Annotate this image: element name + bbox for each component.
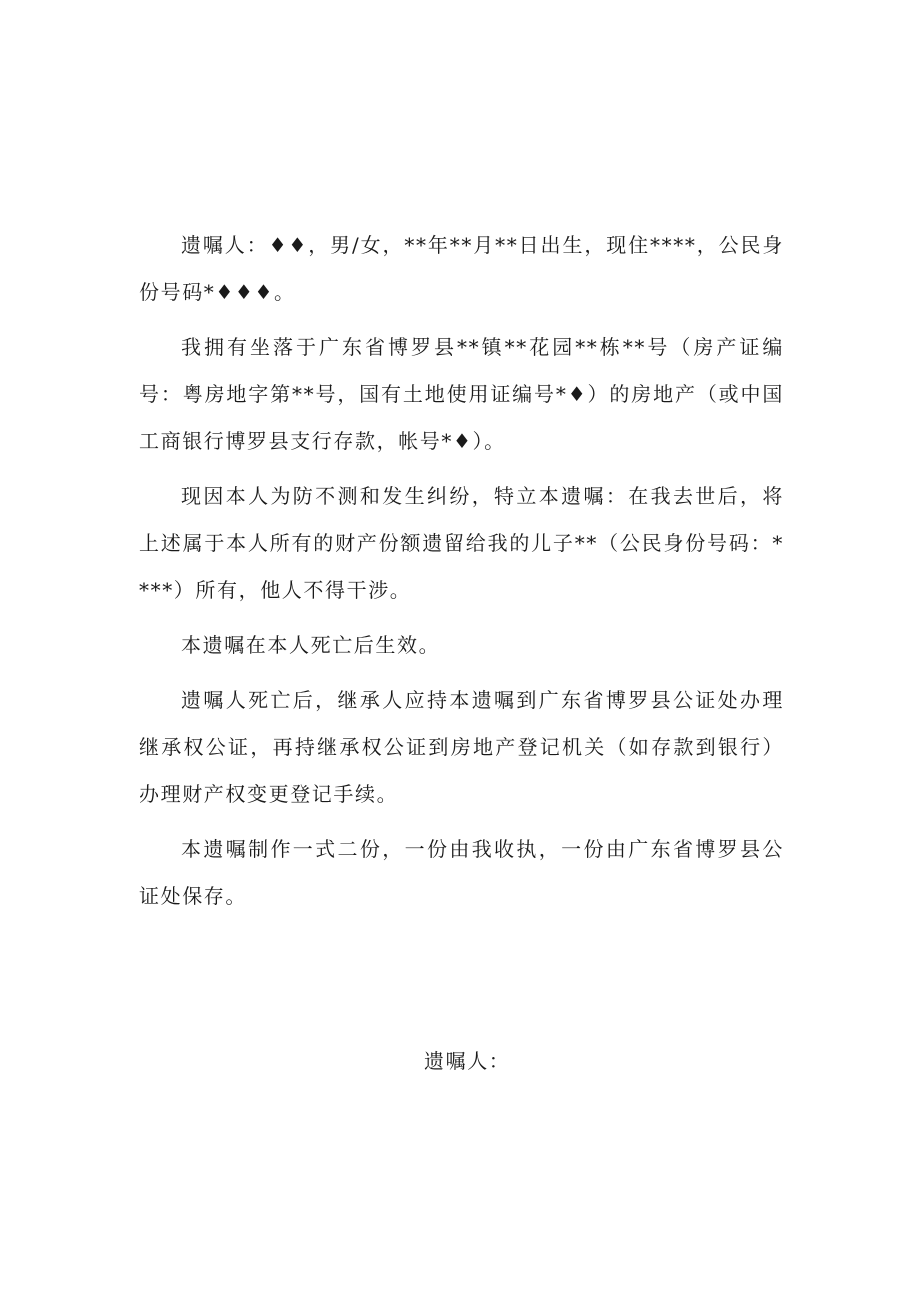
paragraph-bequest: 现因本人为防不测和发生纠纷，特立本遗嘱：在我去世后，将上述属于本人所有的财产份额遗留给我的儿子**（公民身份号码：****）所有，他人不得干涉。	[139, 484, 784, 602]
paragraph-property: 我拥有坐落于广东省博罗县**镇**花园**栋**号（房产证编号：粤房地字第**号，国有土地使用证编号*♦）的房地产（或中国工商银行博罗县支行存款，帐号*♦）。	[139, 335, 784, 453]
paragraph-copies: 本遗嘱制作一式二份，一份由我收执，一份由广东省博罗县公证处保存。	[139, 837, 784, 908]
signature-label: 遗嘱人：	[424, 1049, 511, 1073]
will-body	[139, 222, 784, 928]
paragraph-notarization: 遗嘱人死亡后，继承人应持本遗嘱到广东省博罗县公证处办理继承权公证，再持继承权公证到房地产登记机关（如存款到银行）办理财产权变更登记手续。	[139, 688, 784, 806]
paragraph-testator-info: 遗嘱人：♦♦，男/女，**年**月**日出生，现住****，公民身份号码*♦♦♦。	[139, 233, 784, 304]
paragraph-effective: 本遗嘱在本人死亡后生效。	[181, 633, 441, 657]
